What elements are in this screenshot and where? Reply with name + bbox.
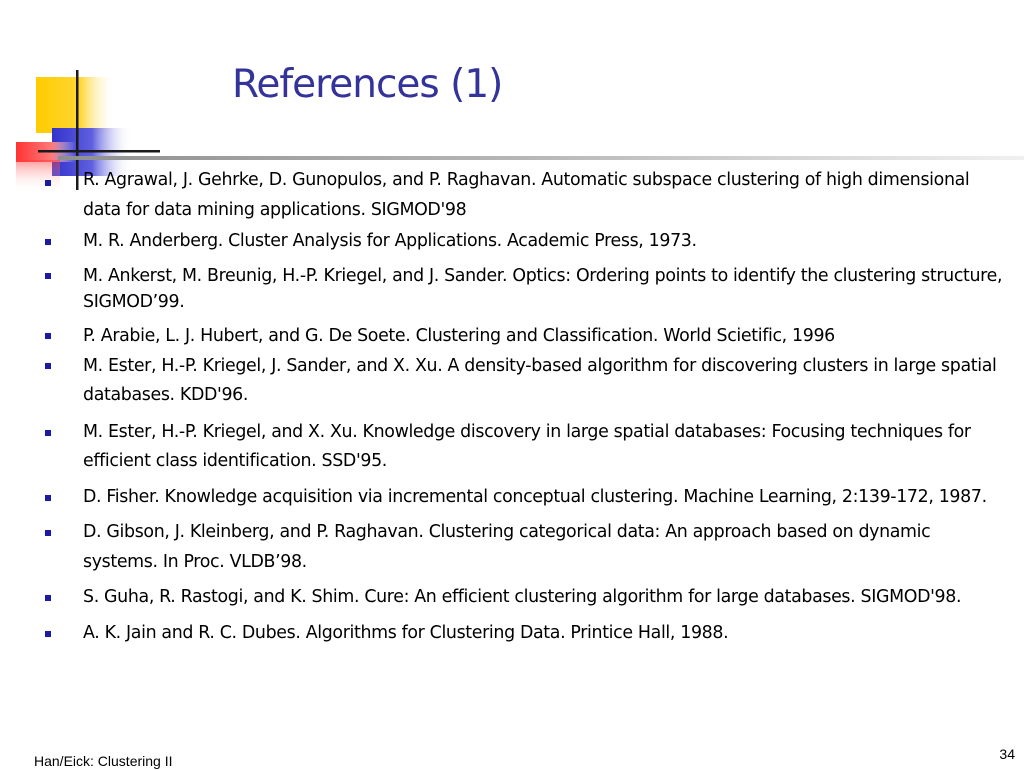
reference-item [0,483,1024,513]
reference-item [0,619,1024,649]
reference-text: A. K. Jain and R. C. Dubes. Algorithms for Clustering Data. Printice Hall, 1988. [83,622,729,643]
reference-text: M. Ester, H.-P. Kriegel, and X. Xu. Knowledge discovery in large spatial databases: Focusing techniques for efficient class identification. SSD'95. [83,421,971,471]
reference-item [0,227,1024,257]
reference-item [0,263,1024,315]
reference-item [0,323,1024,349]
bullet-icon [45,333,51,339]
reference-text: P. Arabie, L. J. Hubert, and G. De Soete. Clustering and Classification. World Scietific, 1996 [83,325,835,346]
reference-item [0,352,1024,411]
reference-item [0,418,1024,477]
page-number: 34 [999,746,1015,762]
bullet-icon [45,595,51,601]
bullet-icon [45,239,51,245]
reference-text: M. Ankerst, M. Breunig, H.-P. Kriegel, and J. Sander. Optics: Ordering points to identify the clustering structure, SIGMOD’99. [83,265,1003,312]
reference-item [0,518,1024,577]
reference-text: M. Ester, H.-P. Kriegel, J. Sander, and X. Xu. A density-based algorithm for discovering clusters in large spatial databases. KDD'96. [83,355,997,405]
reference-text: R. Agrawal, J. Gehrke, D. Gunopulos, and P. Raghavan. Automatic subspace clustering of high dimensional data for data mining applications. SIGMOD'98 [83,170,970,220]
deco-horizontal-line [38,150,160,153]
reference-list [0,166,1024,648]
bullet-icon [45,363,51,369]
reference-item [0,166,1024,225]
slide-title: References (1) [232,62,503,107]
reference-text: S. Guha, R. Rastogi, and K. Shim. Cure: An efficient clustering algorithm for large databases. SIGMOD'98. [83,587,962,607]
title-divider [58,156,1024,160]
reference-text: D. Fisher. Knowledge acquisition via incremental conceptual clustering. Machine Learning, 2:139-172, 1987. [83,486,987,507]
reference-text: D. Gibson, J. Kleinberg, and P. Raghavan. Clustering categorical data: An approach based on dynamic systems. In Proc. VLDB’98. [83,522,931,572]
footer-course-label: Han/Eick: Clustering II [34,753,173,769]
bullet-icon [45,273,51,279]
bullet-icon [45,180,51,186]
reference-item [0,583,1024,613]
reference-text: M. R. Anderberg. Cluster Analysis for Applications. Academic Press, 1973. [83,231,697,251]
bullet-icon [45,631,51,637]
bullet-icon [45,530,51,536]
bullet-icon [45,430,51,436]
bullet-icon [45,495,51,501]
